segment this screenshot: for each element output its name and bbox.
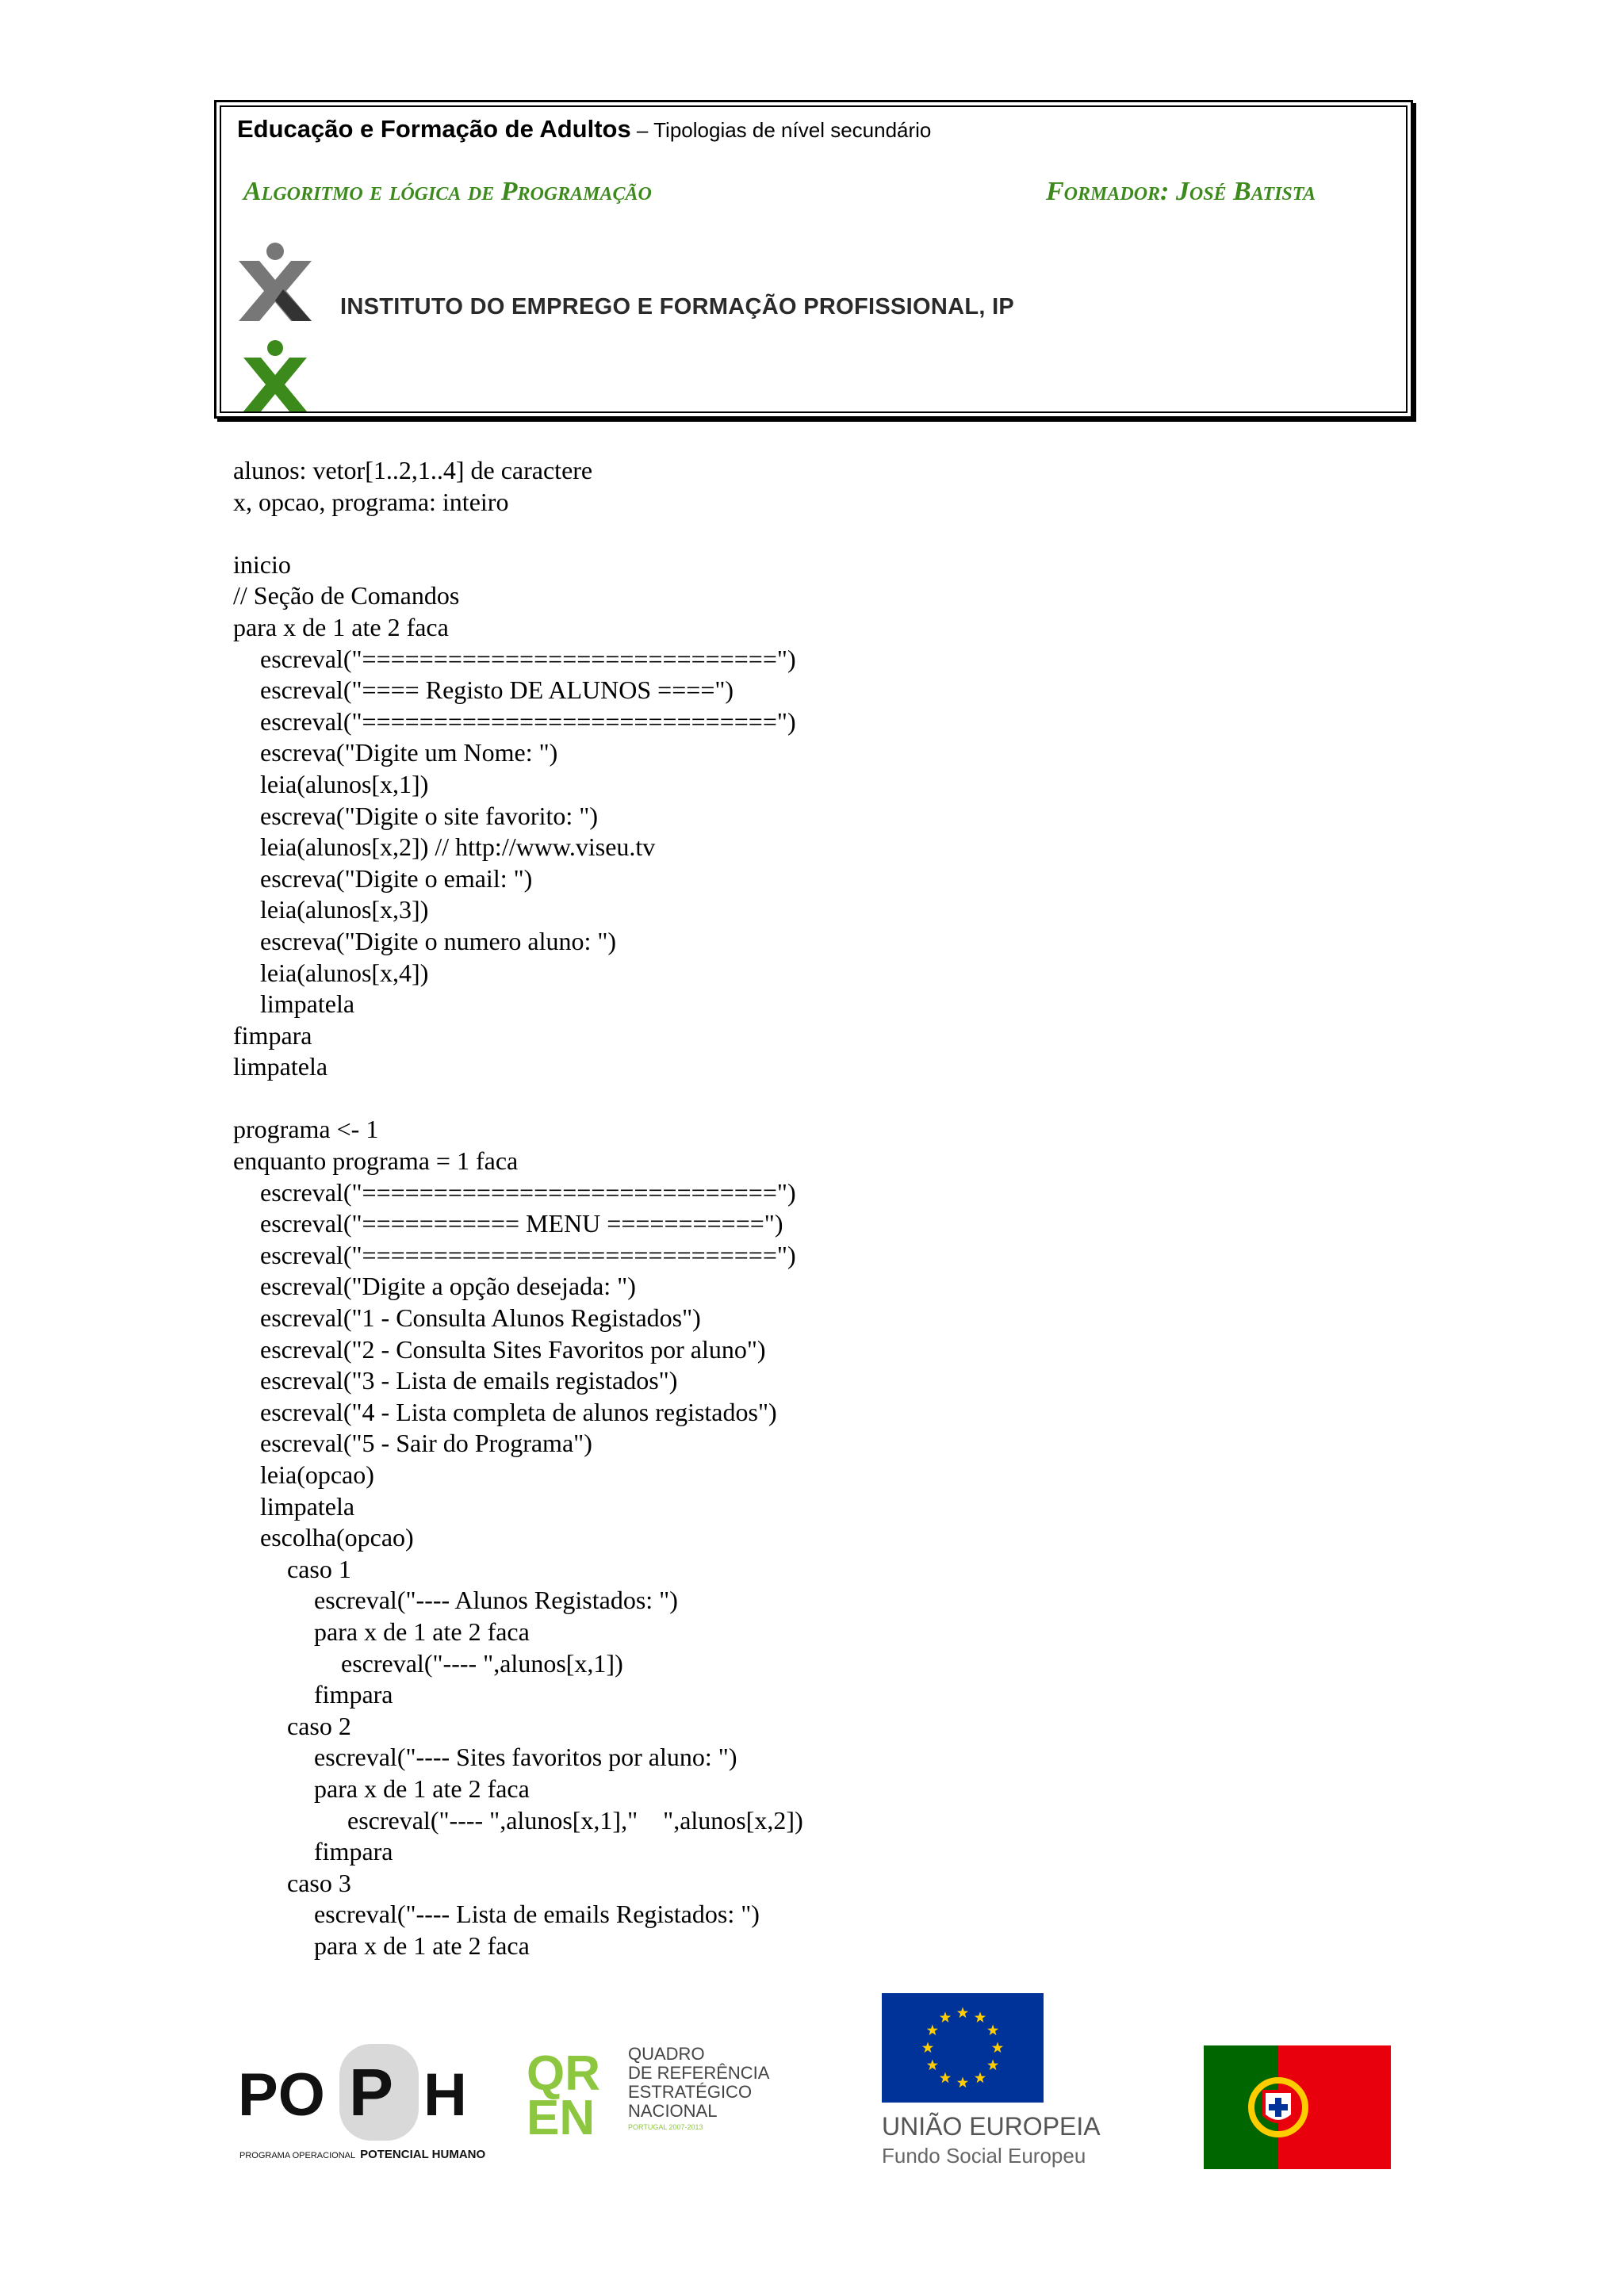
- code-line: programa <- 1: [233, 1115, 379, 1144]
- eu-fund-name: Fundo Social Europeu: [882, 2144, 1086, 2168]
- code-line: limpatela: [260, 1491, 355, 1521]
- svg-text:QUADRO: QUADRO: [628, 2044, 705, 2064]
- qren-logo-icon: [527, 2042, 788, 2137]
- code-line: escreval("4 - Lista completa de alunos registados"): [260, 1397, 777, 1426]
- code-line: escreval("============================="): [260, 1177, 796, 1207]
- code-line: escreval("1 - Consulta Alunos Registados"): [260, 1303, 701, 1333]
- course-name: Algoritmo e lógica de Programação: [243, 177, 652, 206]
- code-line: escreva("Digite o email: "): [260, 863, 533, 893]
- code-line: alunos: vetor[1..2,1..4] de caractere: [233, 456, 593, 484]
- code-line: escreval("2 - Consulta Sites Favoritos por aluno"): [260, 1334, 766, 1364]
- code-line: leia(alunos[x,3]): [260, 895, 429, 924]
- code-line: escreval("============================="): [260, 706, 796, 736]
- header-title: [237, 115, 931, 144]
- iefp-logo-icon: [236, 242, 315, 421]
- svg-text:ESTRATÉGICO: ESTRATÉGICO: [628, 2082, 753, 2102]
- iefp-logo-green-icon: [243, 340, 307, 411]
- code-line: escreva("Digite um Nome: "): [260, 738, 558, 767]
- document-header: [214, 100, 1413, 419]
- program-title: Educação e Formação de Adultos: [237, 115, 631, 143]
- code-line: fimpara: [314, 1680, 393, 1709]
- code-line: escolha(opcao): [260, 1523, 414, 1552]
- code-line: escreval("---- Alunos Registados: "): [314, 1586, 678, 1615]
- code-line: leia(alunos[x,4]): [260, 958, 429, 987]
- pseudocode-listing: [233, 455, 803, 1962]
- code-line: caso 3: [287, 1868, 351, 1897]
- code-line: x, opcao, programa: inteiro: [233, 487, 509, 516]
- code-line: para x de 1 ate 2 faca: [314, 1931, 530, 1960]
- code-line: escreval("5 - Sair do Programa"): [260, 1429, 592, 1458]
- iefp-logo-gray-icon: [239, 243, 312, 321]
- code-line: caso 1: [287, 1554, 351, 1583]
- code-line: escreval("============================="): [260, 1240, 796, 1269]
- eu-flag-icon: [882, 1993, 1044, 2103]
- code-line: escreval("---- Lista de emails Registados: "): [314, 1900, 760, 1929]
- code-line: [233, 1083, 803, 1115]
- code-line: escreval("---- Sites favoritos por aluno: "): [314, 1743, 737, 1772]
- portugal-flag-icon: [1204, 2045, 1391, 2169]
- code-line: escreval("---- ",alunos[x,1]): [341, 1648, 623, 1678]
- code-line: escreval("=========== MENU ==========="): [260, 1209, 783, 1238]
- code-line: escreval("---- ",alunos[x,1]," ",alunos[x,2]): [341, 1805, 803, 1835]
- svg-text:PO: PO: [238, 2061, 325, 2129]
- svg-text:EN: EN: [527, 2091, 596, 2137]
- svg-text:QR: QR: [527, 2046, 600, 2101]
- code-line: para x de 1 ate 2 faca: [233, 612, 449, 641]
- code-line: [233, 518, 803, 549]
- code-line: leia(alunos[x,1]): [260, 769, 429, 798]
- code-line: escreval("============================="): [260, 644, 796, 673]
- institute-name: INSTITUTO DO EMPREGO E FORMAÇÃO PROFISSIONAL, IP: [340, 294, 1015, 320]
- poph-logo-icon: [236, 2022, 506, 2166]
- eu-name: UNIÃO EUROPEIA: [882, 2112, 1101, 2141]
- trainer-name: Formador: José Batista: [1046, 177, 1316, 206]
- poph-tagline: PROGRAMA OPERACIONAL POTENCIAL HUMANO: [239, 2148, 486, 2161]
- svg-text:PORTUGAL 2007-2013: PORTUGAL 2007-2013: [628, 2123, 703, 2131]
- code-line: caso 2: [287, 1711, 351, 1740]
- svg-text:DE REFERÊNCIA: DE REFERÊNCIA: [628, 2063, 770, 2083]
- code-line: enquanto programa = 1 faca: [233, 1146, 519, 1176]
- code-line: fimpara: [233, 1020, 312, 1050]
- code-line: escreva("Digite o numero aluno: "): [260, 926, 617, 955]
- code-line: escreval("Digite a opção desejada: "): [260, 1272, 636, 1301]
- code-line: // Seção de Comandos: [233, 581, 460, 610]
- svg-text:NACIONAL: NACIONAL: [628, 2101, 718, 2121]
- code-line: para x de 1 ate 2 faca: [314, 1617, 530, 1646]
- code-line: escreval("==== Registo DE ALUNOS ===="): [260, 675, 734, 705]
- svg-text:H: H: [423, 2061, 467, 2129]
- code-line: limpatela: [233, 1052, 328, 1081]
- code-line: escreva("Digite o site favorito: "): [260, 801, 598, 830]
- header-inner-frame: [220, 105, 1408, 413]
- code-line: leia(alunos[x,2]) // http://www.viseu.tv: [260, 832, 656, 862]
- program-subtitle: – Tipologias de nível secundário: [630, 118, 932, 142]
- code-line: para x de 1 ate 2 faca: [314, 1774, 530, 1803]
- code-line: limpatela: [260, 989, 355, 1019]
- code-line: inicio: [233, 549, 291, 579]
- svg-text:P: P: [349, 2055, 394, 2130]
- eu-logo: [882, 1993, 1112, 2172]
- code-line: fimpara: [314, 1837, 393, 1866]
- code-line: leia(opcao): [260, 1460, 374, 1489]
- code-line: escreval("3 - Lista de emails registados"): [260, 1366, 678, 1395]
